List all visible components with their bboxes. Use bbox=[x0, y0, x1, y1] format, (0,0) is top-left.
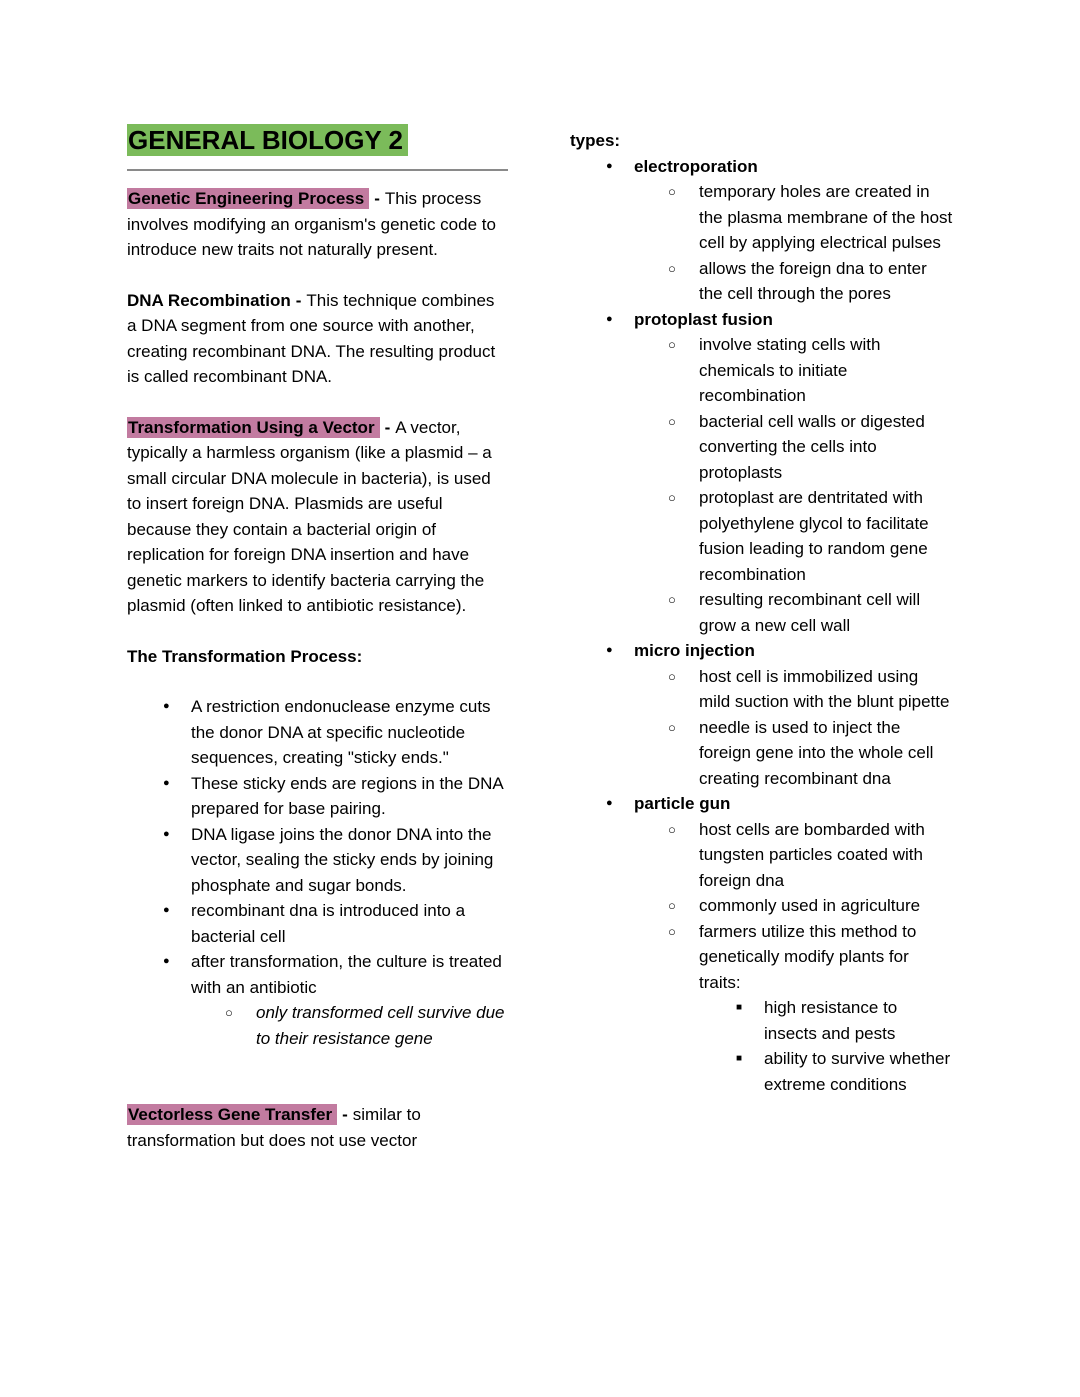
list-item: ● after transformation, the culture is treated with an antibiotic bbox=[127, 949, 508, 1000]
term-dna-recombination: DNA Recombination bbox=[127, 290, 291, 310]
term-separator: - bbox=[374, 189, 380, 208]
paragraph-dna-recombination bbox=[127, 288, 508, 390]
title-highlight: GENERAL BIOLOGY 2 bbox=[127, 124, 408, 156]
type-point: ○ temporary holes are created in the plasma membrane of the host cell by applying electrical pulses bbox=[570, 179, 954, 256]
paragraph-vectorless-gene-transfer bbox=[127, 1102, 508, 1153]
page-title bbox=[127, 124, 508, 156]
definition-text: similar to transformation but does not use vector bbox=[127, 1105, 421, 1150]
type-point: ○ host cells are bombarded with tungsten particles coated with foreign dna bbox=[570, 817, 954, 894]
heading-transformation-process: The Transformation Process: bbox=[127, 646, 363, 666]
trait-subitem: ■ high resistance to insects and pests bbox=[570, 995, 954, 1046]
type-item-particle-gun: ● particle gun bbox=[570, 791, 954, 817]
type-point: ○ needle is used to inject the foreign gene into the whole cell creating recombinant dna bbox=[570, 715, 954, 792]
term-transformation-using-vector: Transformation Using a Vector bbox=[127, 417, 380, 438]
types-heading: types: bbox=[570, 131, 621, 150]
type-item-electroporation: ● electroporation bbox=[570, 154, 954, 180]
list-item: ● These sticky ends are regions in the DNA prepared for base pairing. bbox=[127, 771, 508, 822]
definition-text: This technique combines a DNA segment from one source with another, creating recombinant DNA. The resulting product is called recombinant DNA. bbox=[127, 290, 496, 386]
type-item-protoplast-fusion: ● protoplast fusion bbox=[570, 307, 954, 333]
type-point: ○ allows the foreign dna to enter the cell through the pores bbox=[570, 256, 954, 307]
type-point: ○ involve stating cells with chemicals to initiate recombination bbox=[570, 332, 954, 409]
list-item: ● recombinant dna is introduced into a bacterial cell bbox=[127, 898, 508, 949]
trait-subitem: ■ ability to survive whether extreme conditions bbox=[570, 1046, 954, 1097]
term-separator: - bbox=[295, 290, 302, 310]
type-point: ○ protoplast are dentritated with polyethylene glycol to facilitate fusion leading to random gene recombination bbox=[570, 485, 954, 587]
type-item-micro-injection: ● micro injection bbox=[570, 638, 954, 664]
divider bbox=[127, 169, 508, 171]
right-column bbox=[570, 128, 954, 1097]
transformation-steps-list bbox=[127, 694, 508, 1051]
type-point: ○ commonly used in agriculture bbox=[570, 893, 954, 919]
type-point: ○ resulting recombinant cell will grow a new cell wall bbox=[570, 587, 954, 638]
paragraph-transformation-vector bbox=[127, 415, 508, 619]
definition-text: A vector, typically a harmless organism (like a plasmid – a small circular DNA molecule in bacteria), is used to insert foreign DNA. Plasmids are useful because they contain a bacterial origin of replication for foreign DNA insertion and have genetic markers to identify bacteria carrying the plasmid (often linked to antibiotic resistance). bbox=[127, 417, 492, 615]
type-point: ○ host cell is immobilized using mild suction with the blunt pipette bbox=[570, 664, 954, 715]
list-item: ● DNA ligase joins the donor DNA into the vector, sealing the sticky ends by joining phosphate and sugar bonds. bbox=[127, 822, 508, 899]
term-vectorless-gene-transfer: Vectorless Gene Transfer bbox=[127, 1104, 337, 1125]
type-point: ○ bacterial cell walls or digested converting the cells into protoplasts bbox=[570, 409, 954, 486]
type-point: ○ farmers utilize this method to genetically modify plants for traits: bbox=[570, 919, 954, 996]
paragraph-genetic-engineering-process bbox=[127, 186, 508, 263]
list-item: ● A restriction endonuclease enzyme cuts the donor DNA at specific nucleotide sequences, creating "sticky ends." bbox=[127, 694, 508, 771]
left-column bbox=[127, 124, 508, 1153]
definition-text: This process involves modifying an organism's genetic code to introduce new traits not naturally present. bbox=[127, 189, 496, 259]
term-separator: - bbox=[384, 417, 391, 437]
term-genetic-engineering-process: Genetic Engineering Process bbox=[127, 188, 369, 209]
term-separator: - bbox=[342, 1105, 348, 1124]
types-list bbox=[570, 154, 954, 1098]
list-subitem: ○ only transformed cell survive due to their resistance gene bbox=[127, 1000, 508, 1051]
